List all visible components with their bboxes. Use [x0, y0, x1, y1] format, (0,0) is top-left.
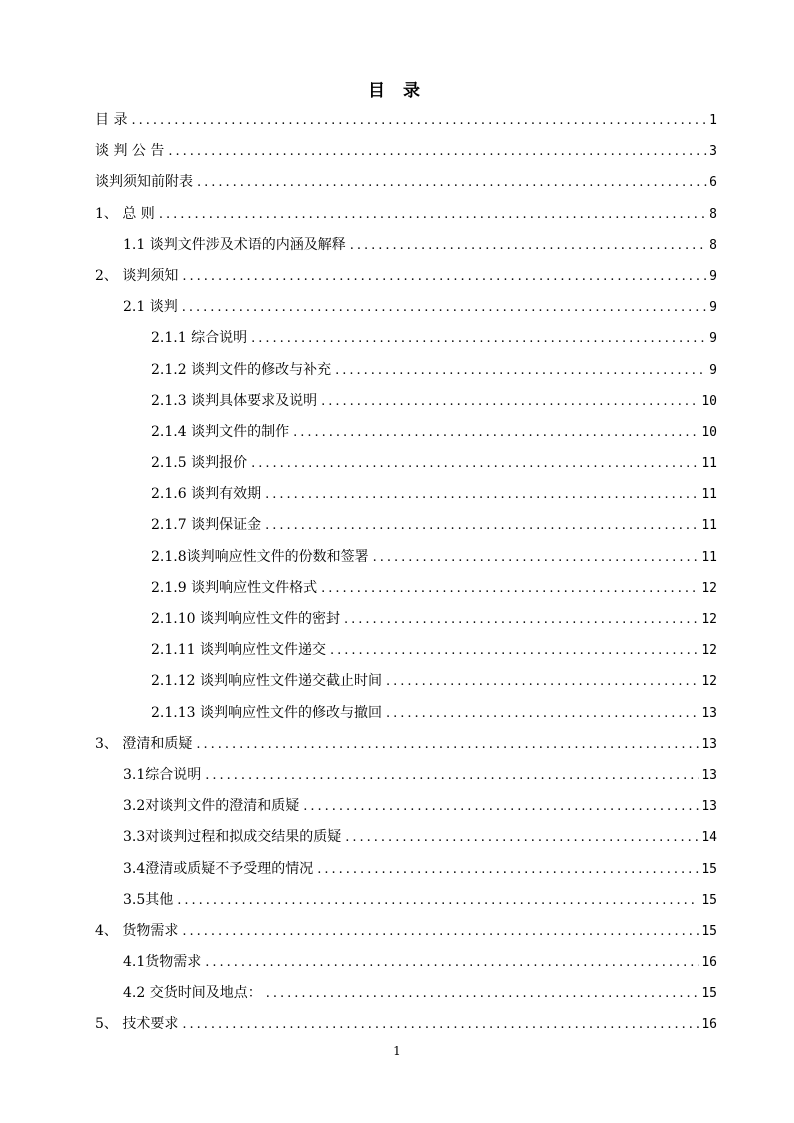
toc-dot-leader: [177, 885, 699, 916]
toc-entry-label: 2.1.2 谈判文件的修改与补充: [151, 361, 332, 378]
toc-entry[interactable]: [95, 230, 717, 261]
toc-entry-page: 9: [709, 331, 717, 347]
toc-entry-label: 2.1.10 谈判响应性文件的密封: [151, 611, 340, 627]
toc-entry-label: 2.1.3 谈判具体要求及说明: [151, 392, 318, 409]
toc-entry[interactable]: [95, 760, 717, 791]
toc-entry[interactable]: [95, 791, 717, 822]
toc-entry[interactable]: [95, 729, 717, 760]
toc-dot-leader: [330, 635, 699, 666]
toc-dot-leader: [251, 323, 707, 354]
toc-dot-leader: [344, 604, 699, 635]
toc-entry-page: 11: [701, 549, 717, 565]
toc-entry-label: 4.1货物需求: [123, 954, 202, 971]
toc-entry[interactable]: [95, 448, 717, 479]
toc-entry[interactable]: [95, 355, 717, 386]
toc-entry-page: 13: [701, 799, 717, 815]
toc-entry-page: 10: [701, 424, 717, 440]
toc-dot-leader: [321, 573, 699, 604]
toc-dot-leader: [293, 417, 699, 448]
table-of-contents: [95, 105, 717, 1041]
toc-entry-page: 15: [701, 861, 717, 877]
toc-dot-leader: [197, 167, 707, 198]
toc-dot-leader: [131, 105, 707, 136]
toc-dot-leader: [386, 698, 699, 729]
toc-entry-label: 2.1.8谈判响应性文件的份数和签署: [151, 548, 369, 565]
toc-entry[interactable]: [95, 635, 717, 666]
toc-entry[interactable]: [95, 854, 717, 885]
toc-entry[interactable]: [95, 1009, 717, 1040]
toc-entry-page: 12: [701, 580, 717, 596]
toc-entry[interactable]: [95, 386, 717, 417]
toc-entry-page: 9: [709, 268, 717, 284]
toc-entry-page: 13: [701, 705, 717, 721]
toc-entry-page: 15: [701, 986, 717, 1002]
toc-entry[interactable]: [95, 666, 717, 697]
toc-dot-leader: [266, 978, 700, 1009]
toc-entry-page: 8: [709, 206, 717, 222]
toc-entry[interactable]: [95, 573, 717, 604]
toc-entry-page: 15: [701, 892, 717, 908]
toc-dot-leader: [251, 448, 699, 479]
toc-entry[interactable]: [95, 136, 717, 167]
toc-entry-page: 11: [701, 456, 717, 472]
toc-entry-label: 2.1.4 谈判文件的制作: [151, 423, 290, 440]
toc-entry-label: 5、 技术要求: [95, 1016, 179, 1033]
toc-entry-page: 12: [701, 643, 717, 659]
toc-dot-leader: [182, 261, 707, 292]
toc-dot-leader: [303, 791, 699, 822]
toc-entry[interactable]: [95, 292, 717, 323]
toc-entry[interactable]: [95, 698, 717, 729]
toc-entry-page: 9: [709, 300, 717, 316]
toc-entry-page: 15: [701, 923, 717, 939]
toc-entry-label: 谈 判 公 告: [95, 143, 165, 160]
toc-entry-label: 3.4澄清或质疑不予受理的情况: [123, 860, 314, 877]
toc-entry-label: 3.3对谈判过程和拟成交结果的质疑: [123, 829, 342, 846]
toc-entry-label: 3.2对谈判文件的澄清和质疑: [123, 798, 300, 815]
toc-entry-page: 16: [701, 955, 717, 971]
toc-entry-label: 4.2 交货时间及地点：: [123, 985, 262, 1002]
toc-entry-label: 2.1.9 谈判响应性文件格式: [151, 579, 318, 596]
toc-entry[interactable]: [95, 916, 717, 947]
toc-dot-leader: [386, 666, 699, 697]
toc-entry[interactable]: [95, 510, 717, 541]
toc-entry[interactable]: [95, 822, 717, 853]
toc-entry-page: 11: [701, 487, 717, 503]
page-number: 1: [393, 1044, 401, 1058]
toc-entry-page: 16: [701, 1017, 717, 1033]
toc-entry-label: 2.1.5 谈判报价: [151, 455, 248, 472]
toc-entry[interactable]: [95, 542, 717, 573]
toc-entry-page: 9: [709, 362, 717, 378]
toc-entry-page: 13: [701, 736, 717, 752]
toc-dot-leader: [159, 199, 707, 230]
toc-dot-leader: [265, 510, 699, 541]
toc-entry-label: 2.1.11 谈判响应性文件递交: [151, 642, 326, 659]
toc-entry-label: 3.1综合说明: [123, 766, 202, 783]
toc-entry-page: 3: [709, 144, 717, 160]
toc-dot-leader: [350, 230, 707, 261]
toc-entry-label: 2.1.1 综合说明: [151, 330, 248, 347]
toc-entry-label: 3.5其他: [123, 891, 174, 908]
toc-entry-label: 3、 澄清和质疑: [95, 735, 193, 752]
toc-entry-label: 谈判须知前附表: [95, 174, 193, 191]
toc-entry[interactable]: [95, 199, 717, 230]
toc-dot-leader: [182, 916, 699, 947]
toc-entry[interactable]: [95, 604, 717, 635]
toc-entry[interactable]: [95, 947, 717, 978]
toc-entry-label: 2.1.6 谈判有效期: [151, 486, 262, 503]
toc-entry[interactable]: [95, 167, 717, 198]
toc-entry[interactable]: [95, 261, 717, 292]
toc-dot-leader: [168, 136, 707, 167]
toc-entry-label: 2.1.13 谈判响应性文件的修改与撤回: [151, 704, 382, 721]
toc-entry[interactable]: [95, 479, 717, 510]
toc-entry-page: 12: [701, 674, 717, 690]
toc-entry-page: 10: [701, 393, 717, 409]
toc-dot-leader: [335, 355, 707, 386]
toc-entry-page: 12: [701, 612, 717, 627]
toc-entry-page: 11: [701, 518, 717, 534]
toc-entry-label: 1、 总 则: [95, 205, 155, 222]
toc-entry[interactable]: [95, 978, 717, 1009]
toc-entry-label: 2、 谈判须知: [95, 267, 179, 284]
toc-dot-leader: [373, 542, 700, 573]
page-title: 目 录: [368, 81, 426, 101]
toc-dot-leader: [196, 729, 699, 760]
toc-dot-leader: [205, 947, 699, 978]
toc-entry-page: 14: [701, 830, 717, 846]
toc-entry-page: 1: [709, 113, 717, 128]
toc-dot-leader: [265, 479, 699, 510]
toc-entry-page: 13: [701, 767, 717, 783]
toc-dot-leader: [321, 386, 699, 417]
toc-entry[interactable]: [95, 323, 717, 354]
toc-entry-page: 8: [709, 237, 717, 253]
toc-dot-leader: [182, 292, 707, 323]
toc-dot-leader: [317, 854, 699, 885]
toc-entry-label: 4、 货物需求: [95, 922, 179, 939]
toc-entry-label: 目 录: [95, 112, 128, 128]
toc-entry-label: 2.1.7 谈判保证金: [151, 517, 262, 534]
toc-entry-label: 2.1.12 谈判响应性文件递交截止时间: [151, 673, 382, 690]
toc-dot-leader: [205, 760, 699, 791]
toc-entry[interactable]: [95, 417, 717, 448]
toc-dot-leader: [182, 1009, 699, 1040]
toc-entry-label: 1.1 谈判文件涉及术语的内涵及解释: [123, 236, 346, 253]
toc-entry-page: 6: [709, 175, 717, 191]
toc-entry[interactable]: [95, 105, 717, 136]
toc-entry-label: 2.1 谈判: [123, 299, 178, 316]
toc-dot-leader: [345, 822, 699, 853]
toc-entry[interactable]: [95, 885, 717, 916]
